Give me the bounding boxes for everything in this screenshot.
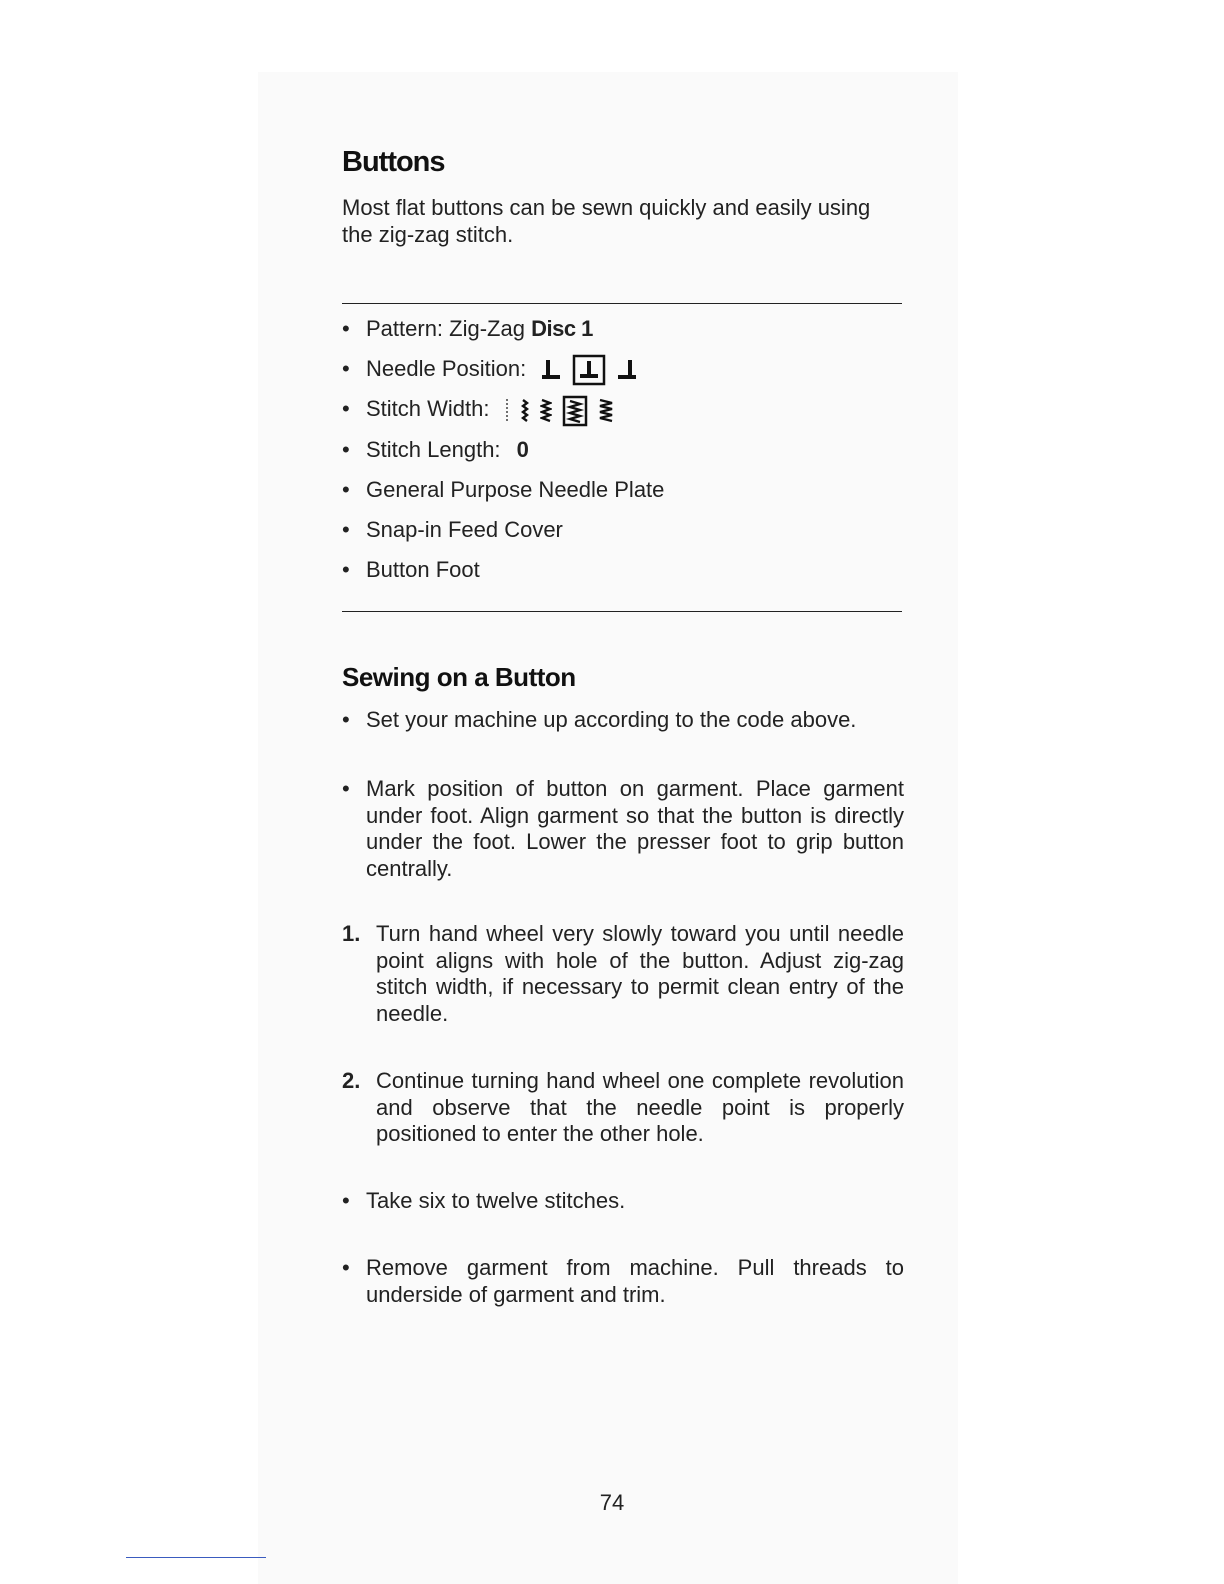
stitch-length-value: 0 [516,436,529,462]
bullet: • [342,436,350,462]
needle-position-label: Needle Position: [366,356,527,382]
page-number: 74 [599,1490,625,1515]
settings-item-pattern [342,314,902,354]
corner-line [126,1557,266,1558]
procedure-step [342,1188,904,1215]
needle-left-icon [540,358,562,382]
step-marker: • [342,1255,350,1280]
bullet: • [342,476,350,502]
stitch-width-3-selected-icon [562,395,588,427]
top-divider [342,303,902,304]
step-text: Set your machine up according to the code above. [366,707,857,732]
procedure-step [342,707,904,734]
stitch-width-1-icon [520,397,530,425]
procedure-step [342,921,904,1027]
bullet: • [342,396,350,422]
stitch-width-0-icon [504,397,510,425]
stitch-width-2-icon [540,397,552,425]
step-text: Turn hand wheel very slowly toward you until needle point aligns with hole of the button. Adjust zig-zag stitch width, if necessary to permit clean entry of the needle. [376,921,904,1026]
needle-plate-label: General Purpose Needle Plate [366,476,665,502]
stitch-width-4-icon [598,397,614,425]
step-marker: • [342,707,350,732]
pattern-label: Pattern: Zig-Zag [366,316,525,341]
procedure-step [342,1255,904,1308]
section-title: Buttons [342,146,445,178]
settings-item-stitch-length [342,435,902,475]
step-number: 1. [342,921,361,946]
settings-item-needle-position [342,354,902,394]
step-marker: • [342,1188,350,1213]
bullet: • [342,356,350,382]
settings-list [342,314,902,595]
feed-cover-label: Snap-in Feed Cover [366,516,563,542]
settings-item-stitch-width [342,394,902,434]
step-number: 2. [342,1068,361,1093]
procedure-title: Sewing on a Button [342,662,576,692]
step-text: Mark position of button on garment. Place garment under foot. Align garment so that the button is directly under the foot. Lower the presser foot to grip button centrally. [366,776,904,881]
needle-position-symbols [540,354,648,386]
bullet: • [342,516,350,542]
needle-center-selected-icon [572,354,606,386]
bullet: • [342,316,350,341]
bullet: • [342,557,350,583]
step-marker: • [342,776,350,801]
step-text: Remove garment from machine. Pull threads to underside of garment and trim. [366,1255,904,1307]
procedure-step [342,1068,904,1148]
needle-right-icon [616,358,638,382]
stitch-width-label: Stitch Width: [366,396,490,422]
settings-item-foot [342,555,902,595]
section-intro: Most flat buttons can be sewn quickly and easily using the zig-zag stitch. [342,195,871,247]
settings-item-needle-plate [342,475,902,515]
stitch-length-label: Stitch Length: [366,436,501,462]
step-text: Continue turning hand wheel one complete revolution and observe that the needle point is properly positioned to enter the other hole. [376,1068,904,1146]
bottom-divider [342,611,902,612]
foot-label: Button Foot [366,557,480,583]
stitch-width-symbols [504,395,624,427]
procedure-step [342,776,904,882]
step-text: Take six to twelve stitches. [366,1188,626,1213]
pattern-disc: Disc 1 [531,316,593,341]
settings-item-feed-cover [342,515,902,555]
